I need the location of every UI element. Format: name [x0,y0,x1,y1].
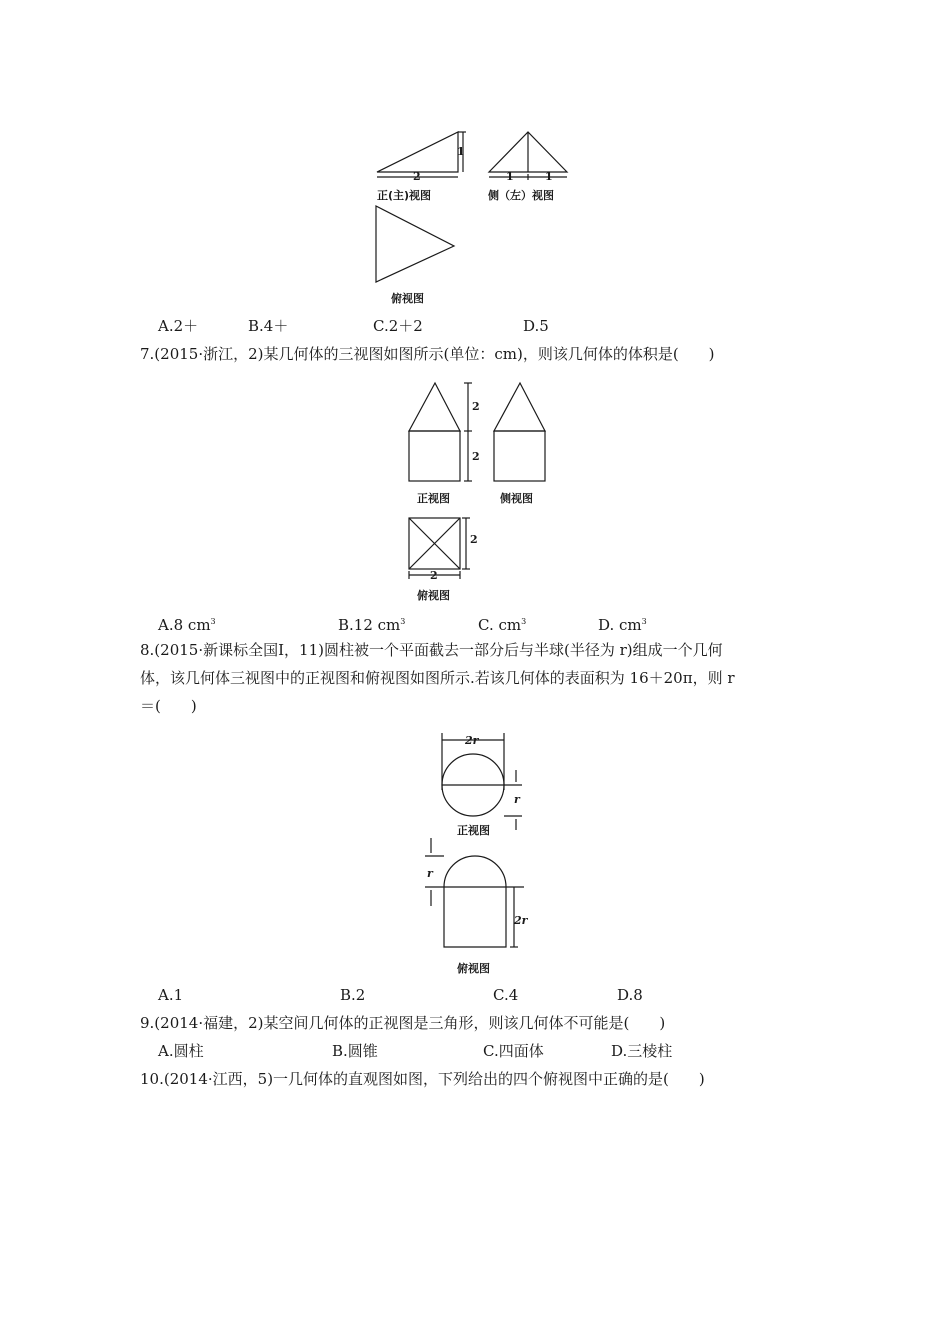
q7-front-view-label: 正视图 [417,492,450,505]
q7-option-d: D. $cm^3$ [598,616,647,634]
q8-top-view-figure [420,830,530,955]
q8-stem-line-1: 8.(2015·新课标全国Ⅰ，11)圆柱被一个平面截去一部分后与半球(半径为 r)组成一个几何 [140,641,723,659]
q7-top-view-figure [400,515,480,580]
q8-option-b: B.2 [340,986,366,1004]
q10-stem: 10.(2014·江西，5)一几何体的直观图如图，下列给出的四个俯视图中正确的是( ) [140,1070,705,1088]
q6-option-d: D.5 [523,317,549,335]
q6-option-c: C.2＋2 [373,317,423,335]
q6-dim-front-height: 1 [457,145,465,158]
q6-top-view-label: 俯视图 [391,292,424,305]
q7-side-view-figure [490,380,550,490]
q9-stem: 9.(2014·福建，2)某空间几何体的正视图是三角形，则该几何体不可能是( ) [140,1014,666,1032]
q7-option-a: A.8 $cm^3$ [158,616,216,634]
q6-dim-side-right: 1 [545,170,553,183]
q8-dim-r-front: r [514,793,520,806]
q7-dim-top-view-side: 2 [470,533,478,546]
q8-stem-line-2: 体，该几何体三视图中的正视图和俯视图如图所示.若该几何体的表面积为 16＋20π，则 r [140,669,735,687]
q6-top-view-figure [370,204,460,286]
q8-top-view-label: 俯视图 [457,962,490,975]
q9-option-d: D.三棱柱 [611,1042,673,1060]
q8-dim-2r-right: 2r [514,914,528,927]
q9-option-b: B.圆锥 [332,1042,378,1060]
q7-stem: 7.(2015·浙江，2)某几何体的三视图如图所示(单位：cm)，则该几何体的体积是( ) [140,345,715,363]
q9-option-c: C.四面体 [483,1042,544,1060]
q7-front-view-figure [400,380,480,490]
q8-front-view-figure [430,730,530,835]
q6-side-view-figure [484,128,574,188]
q7-option-c: C. $cm^3$ [478,616,527,634]
q6-dim-side-left: 1 [506,170,514,183]
q7-dim-square-height: 2 [472,450,480,463]
q6-dim-front-width: 2 [413,170,421,183]
q7-option-b: B.12 $cm^3$ [338,616,406,634]
q7-dim-triangle-height: 2 [472,400,480,413]
q8-front-view-label: 正视图 [457,824,490,837]
q6-option-b: B.4＋ [248,317,289,335]
q6-front-view-label: 正(主)视图 [377,189,432,202]
q6-option-a: A.2＋ [158,317,199,335]
q8-dim-r-top: r [427,867,433,880]
q8-option-a: A.1 [158,986,184,1004]
q7-top-view-label: 俯视图 [417,589,450,602]
q8-option-d: D.8 [617,986,643,1004]
q6-side-view-label: 侧（左）视图 [488,189,554,202]
q7-side-view-label: 侧视图 [500,492,533,505]
q9-option-a: A.圆柱 [158,1042,204,1060]
q8-dim-2r-top: 2r [465,734,479,747]
q7-dim-top-view-bottom: 2 [430,569,438,582]
q8-stem-line-3: ＝( ) [140,697,197,715]
q8-option-c: C.4 [493,986,519,1004]
